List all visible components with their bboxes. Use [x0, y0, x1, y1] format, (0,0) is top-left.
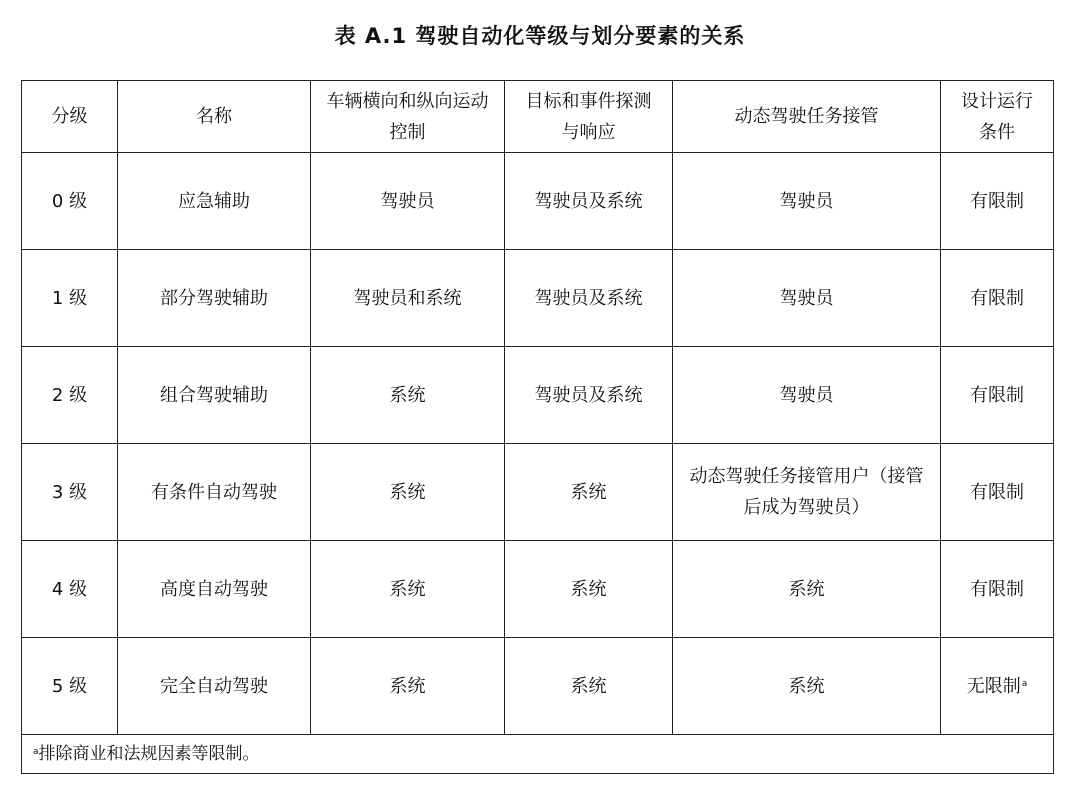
table-row [22, 638, 1054, 735]
cell-level: 3 级 [22, 444, 118, 541]
cell-detection: 系统 [505, 541, 673, 638]
footnote-marker: a [33, 746, 39, 757]
table-row [22, 541, 1054, 638]
cell-level: 4 级 [22, 541, 118, 638]
footnote [22, 735, 1054, 774]
cell-control: 系统 [311, 638, 505, 735]
header-detection-response: 目标和事件探测与响应 [505, 81, 673, 153]
cell-odd: 有限制 [941, 347, 1054, 444]
cell-detection: 系统 [505, 444, 673, 541]
cell-detection: 驾驶员及系统 [505, 347, 673, 444]
cell-odd: 有限制 [941, 250, 1054, 347]
cell-takeover: 驾驶员 [673, 347, 941, 444]
cell-name: 有条件自动驾驶 [118, 444, 311, 541]
cell-name: 应急辅助 [118, 153, 311, 250]
cell-control: 驾驶员和系统 [311, 250, 505, 347]
cell-takeover: 系统 [673, 541, 941, 638]
cell-level: 1 级 [22, 250, 118, 347]
header-design-conditions: 设计运行条件 [941, 81, 1054, 153]
cell-control: 系统 [311, 444, 505, 541]
cell-name: 高度自动驾驶 [118, 541, 311, 638]
table-row [22, 347, 1054, 444]
header-motion-control: 车辆横向和纵向运动控制 [311, 81, 505, 153]
cell-detection: 驾驶员及系统 [505, 153, 673, 250]
cell-odd: 无限制$^a$ [941, 638, 1054, 735]
cell-odd: 有限制 [941, 153, 1054, 250]
header-level: 分级 [22, 81, 118, 153]
cell-name: 完全自动驾驶 [118, 638, 311, 735]
cell-level: 2 级 [22, 347, 118, 444]
table-row [22, 153, 1054, 250]
header-ddt-takeover: 动态驾驶任务接管 [673, 81, 941, 153]
table-row [22, 250, 1054, 347]
cell-takeover: 动态驾驶任务接管用户（接管后成为驾驶员） [673, 444, 941, 541]
cell-level: 5 级 [22, 638, 118, 735]
table-row [22, 444, 1054, 541]
cell-control: 系统 [311, 541, 505, 638]
footnote-marker: a [1021, 678, 1028, 689]
table-header-row [22, 81, 1054, 153]
cell-detection: 驾驶员及系统 [505, 250, 673, 347]
automation-levels-table [21, 80, 1054, 774]
cell-name: 部分驾驶辅助 [118, 250, 311, 347]
footnote-row [22, 735, 1054, 774]
cell-level: 0 级 [22, 153, 118, 250]
cell-odd: 有限制 [941, 444, 1054, 541]
cell-detection: 系统 [505, 638, 673, 735]
cell-takeover: 系统 [673, 638, 941, 735]
cell-control: 驾驶员 [311, 153, 505, 250]
cell-odd: 有限制 [941, 541, 1054, 638]
cell-takeover: 驾驶员 [673, 250, 941, 347]
table-title: 表 A.1 驾驶自动化等级与划分要素的关系 [334, 24, 746, 48]
cell-control: 系统 [311, 347, 505, 444]
cell-takeover: 驾驶员 [673, 153, 941, 250]
footnote-text: 排除商业和法规因素等限制。 [38, 743, 260, 764]
header-name: 名称 [118, 81, 311, 153]
cell-name: 组合驾驶辅助 [118, 347, 311, 444]
